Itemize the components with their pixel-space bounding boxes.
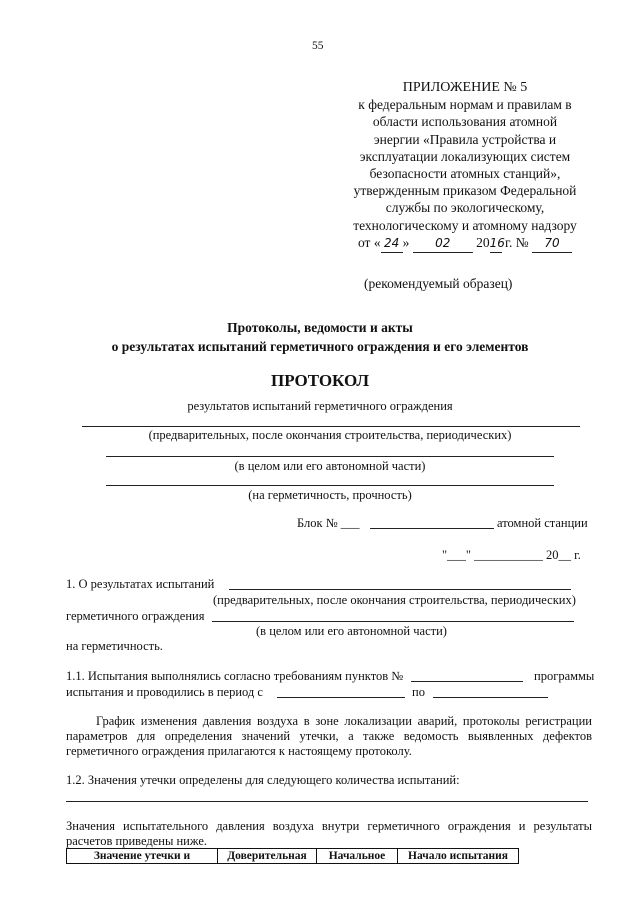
date-sep: » [402,234,410,250]
table-header-row [67,849,519,864]
blank-line[interactable] [212,621,574,622]
block-number-label: Блок № [297,516,338,530]
station-label: атомной станции [497,516,588,530]
station-name-line[interactable] [370,528,494,529]
table-header-cell: Начало испытания [398,849,519,864]
blank-line[interactable] [106,456,554,457]
period-end-line[interactable] [433,697,548,698]
date-month: 02 [413,235,473,253]
table-header-cell: Начальное [317,849,398,864]
date-year-prefix: 20 [476,234,490,250]
section1-hint-1: (предварительных, после окончания строительства, периодических) [213,593,576,607]
blank-line[interactable] [229,589,571,590]
section1-2-text: 1.2. Значения утечки определены для следующего количества испытаний: [66,773,460,787]
section1-label: 1. О результатах испытаний [66,577,215,591]
blank-line[interactable] [411,681,523,682]
page-number: 55 [312,40,324,52]
date-year: 16 [490,235,502,253]
table-header-cell: Значение утечки и [67,849,218,864]
date-year-suffix: г. № [504,234,529,250]
paragraph-line: параметров для определения значений утечки, а также ведомость выявленных дефектов [66,728,592,743]
protocol-hint-1: (предварительных, после окончания строительства, периодических) [148,428,512,442]
appendix-date-line [330,234,600,253]
section1-hint-2: (в целом или его автономной части) [256,624,447,638]
protocol-title: ПРОТОКОЛ [270,371,369,390]
paragraph-line: График изменения давления воздуха в зоне локализации аварий, протоколы регистрации [96,714,592,728]
section1-1-line2-mid: по [412,685,425,699]
section1-label-3: на герметичность. [66,639,163,653]
appendix-line: эксплуатации локализующих систем [359,148,571,164]
paragraph-line: герметичного ограждения прилагаются к настоящему протоколу. [66,743,412,758]
heading-line1: Протоколы, ведомости и акты [227,320,413,335]
results-table [66,848,519,864]
block-number-blank: ___ [340,516,360,530]
section1-label-2: герметичного ограждения [66,609,205,623]
values-line-1: Значения испытательного давления воздуха внутри герметичного ограждения и результаты [66,819,592,833]
date-number: 70 [532,235,572,253]
values-text [66,819,592,848]
protocol-date-line: "___" ___________ 20__ г. [442,548,581,562]
blank-line[interactable] [66,801,588,802]
appendix-line: энергии «Правила устройства и [373,131,557,147]
blank-line[interactable] [106,485,554,486]
appendix-line: области использования атомной [372,114,558,130]
appendix-title: ПРИЛОЖЕНИЕ № 5 [402,80,528,95]
heading-line2: о результатах испытаний герметичного ограждения и его элементов [111,339,529,354]
protocol-hint-3: (на герметичность, прочность) [248,488,412,502]
appendix-line: безопасности атомных станций», [369,166,561,182]
blank-line[interactable] [82,426,580,427]
appendix-line: технологическому и атомному надзору [353,217,577,233]
section1-1-line2-start: испытания и проводились в период с [66,685,263,699]
recommended-sample: (рекомендуемый образец) [364,276,513,291]
date-day: 24 [381,235,403,253]
appendix-block [330,79,600,253]
block-label [297,516,360,531]
section1-1-line1-start: 1.1. Испытания выполнялись согласно требованиям пунктов № [66,669,404,683]
period-start-line[interactable] [277,697,405,698]
appendix-line: утвержденным приказом Федеральной [353,183,577,199]
protocol-subtitle: результатов испытаний герметичного ограждения [187,399,453,413]
section1-1-paragraph [66,714,592,758]
table-header-cell: Доверительная [218,849,317,864]
date-prefix: от « [357,234,381,250]
appendix-line: к федеральным нормам и правилам в [358,97,572,113]
section1-1-line1-end: программы [534,669,595,683]
appendix-line: службы по экологическому, [385,200,545,216]
values-line-2: расчетов приведены ниже. [66,833,207,848]
protocol-hint-2: (в целом или его автономной части) [234,459,426,473]
